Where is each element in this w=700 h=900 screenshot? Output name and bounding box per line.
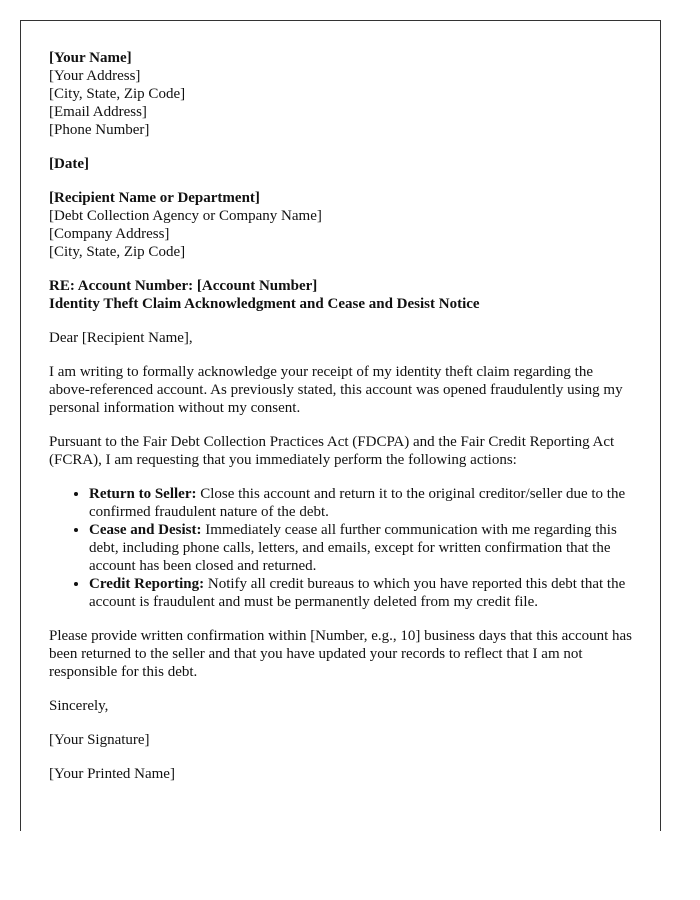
letter-date: [Date] (49, 156, 89, 172)
action-label: Credit Reporting: (89, 576, 205, 592)
signature: [Your Signature] (49, 732, 150, 748)
recipient-name: [Recipient Name or Department] (49, 190, 260, 206)
subject-re: RE: Account Number: [Account Number] (49, 278, 318, 294)
action-text: Close this account and return it to the original creditor/seller due to the confirmed fraudulent nature of the debt. (89, 486, 626, 520)
body-paragraph: I am writing to formally acknowledge your receipt of my identity theft claim regarding the above-referenced account. As previously stated, this account was opened fraudulently using my personal information without my consent. (49, 364, 623, 416)
recipient-block (49, 189, 633, 261)
action-item (89, 575, 633, 611)
subject-block (49, 277, 633, 313)
action-text: Notify all credit bureaus to which you have reported this debt that the account is fraudulent and must be permanently deleted from my credit file. (89, 576, 626, 610)
closing: Sincerely, (49, 698, 109, 714)
subject-title: Identity Theft Claim Acknowledgment and Cease and Desist Notice (49, 296, 480, 312)
action-text: Immediately cease all further communication with me regarding this debt, including phone calls, letters, and emails, except for written confirmation that the account has been closed and returned. (89, 522, 617, 574)
sender-email: [Email Address] (49, 104, 147, 120)
sender-address: [Your Address] (49, 68, 141, 84)
sender-block (49, 49, 633, 139)
recipient-company: [Debt Collection Agency or Company Name] (49, 208, 322, 224)
action-item (89, 521, 633, 575)
action-label: Cease and Desist: (89, 522, 202, 538)
action-list (49, 485, 633, 611)
recipient-city: [City, State, Zip Code] (49, 244, 186, 260)
sender-phone: [Phone Number] (49, 122, 150, 138)
closing-paragraph: Please provide written confirmation within [Number, e.g., 10] business days that this account has been returned to the seller and that you have updated your records to reflect that I am not responsible for this debt. (49, 628, 633, 680)
printed-name: [Your Printed Name] (49, 766, 175, 782)
action-item (89, 485, 633, 521)
letter-page (20, 20, 661, 831)
salutation: Dear [Recipient Name], (49, 330, 193, 346)
sender-city: [City, State, Zip Code] (49, 86, 186, 102)
recipient-address: [Company Address] (49, 226, 170, 242)
action-label: Return to Seller: (89, 486, 197, 502)
body-paragraph: Pursuant to the Fair Debt Collection Practices Act (FDCPA) and the Fair Credit Reporting Act (FCRA), I am requesting that you immediately perform the following actions: (49, 434, 615, 468)
sender-name: [Your Name] (49, 50, 132, 66)
